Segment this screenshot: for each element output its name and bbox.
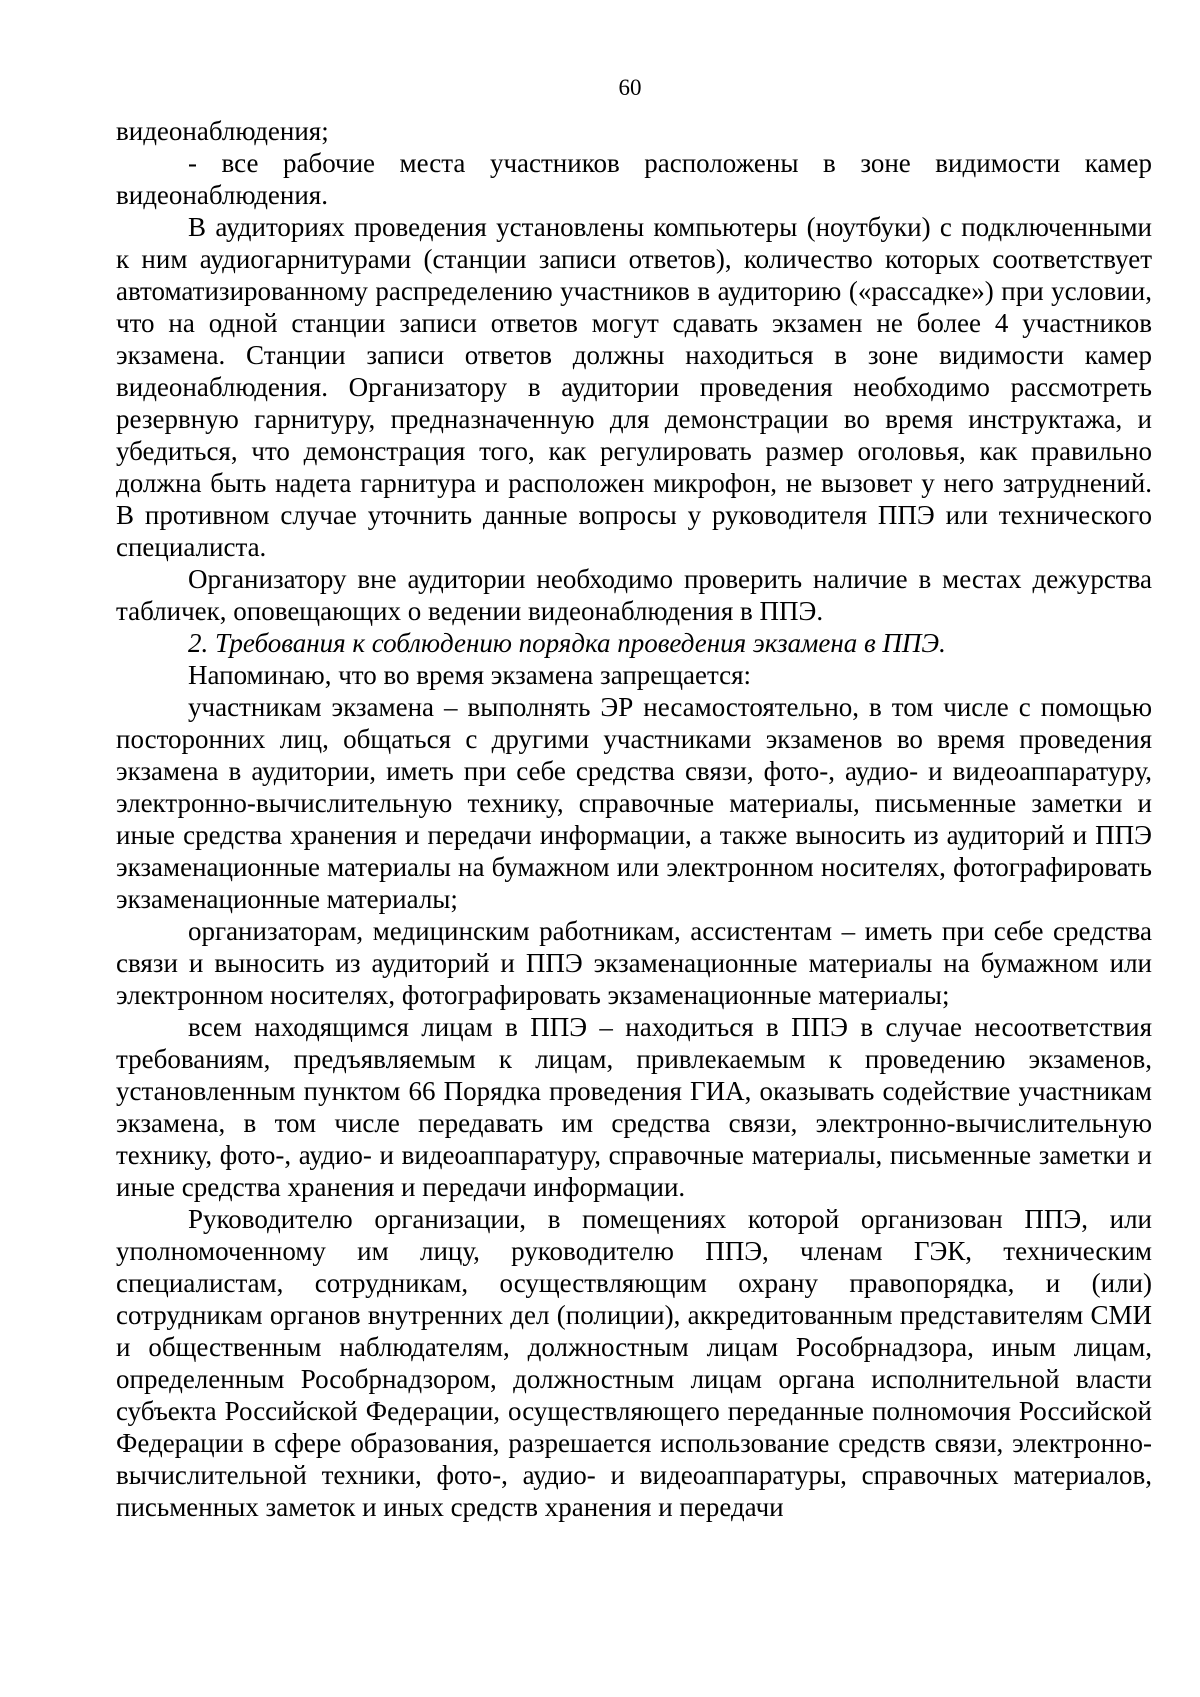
page-number: 60 xyxy=(618,75,642,100)
section-heading: 2. Требования к соблюдению порядка проведения экзамена в ППЭ. xyxy=(188,628,946,658)
document-body xyxy=(116,115,1152,1523)
paragraph-signs-check: Организатору вне аудитории необходимо проверить наличие в местах дежурства табличек, оповещающих о ведении видеонаблюдения в ППЭ. xyxy=(116,564,1152,626)
paragraph-organizers-rules: организаторам, медицинским работникам, ассистентам – иметь при себе средства связи и выносить из аудиторий и ППЭ экзаменационные материалы на бумажном или электронном носителях, фотографировать экзаменационные материалы; xyxy=(116,916,1152,1010)
paragraph-continuation: видеонаблюдения; xyxy=(116,116,329,146)
paragraph-all-persons-rules: всем находящимся лицам в ППЭ – находиться в ППЭ в случае несоответствия требованиям, предъявляемым к лицам, привлекаемым к проведению экзаменов, установленным пунктом 66 Порядка проведения ГИА, оказывать содействие участникам экзамена, в том числе передавать им средства связи, электронно-вычислительную технику, фото-, аудио- и видеоаппаратуру, справочные материалы, письменные заметки и иные средства хранения и передачи информации. xyxy=(116,1012,1152,1202)
paragraph-recording-stations: В аудиториях проведения установлены компьютеры (ноутбуки) с подключенными к ним аудиогарнитурами (станции записи ответов), количество которых соответствует автоматизированному распределению участников в аудиторию («рассадке») при условии, что на одной станции записи ответов могут сдавать экзамен не более 4 участников экзамена. Станции записи ответов должны находиться в зоне видимости камер видеонаблюдения. Организатору в аудитории проведения необходимо рассмотреть резервную гарнитуру, предназначенную для демонстрации во время инструктажа, и убедиться, что демонстрация того, как регулировать размер оголовья, как правильно должна быть надета гарнитура и расположен микрофон, не вызовет у него затруднений. В противном случае уточнить данные вопросы у руководителя ППЭ или технического специалиста. xyxy=(116,212,1152,562)
paragraph-permitted-persons: Руководителю организации, в помещениях которой организован ППЭ, или уполномоченному им лицу, руководителю ППЭ, членам ГЭК, техническим специалистам, сотрудникам, осуществляющим охрану правопорядка, и (или) сотрудникам органов внутренних дел (полиции), аккредитованным представителям СМИ и общественным наблюдателям, должностным лицам Рособрнадзора, иным лицам, определенным Рособрнадзором, должностным лицам органа исполнительной власти субъекта Российской Федерации, осуществляющего переданные полномочия Российской Федерации в сфере образования, разрешается использование средств связи, электронно-вычислительной техники, фото-, аудио- и видеоаппаратуры, справочных материалов, письменных заметок и иных средств хранения и передачи xyxy=(116,1204,1152,1522)
list-item-workplaces: - все рабочие места участников расположены в зоне видимости камер видеонаблюдения. xyxy=(116,148,1152,210)
paragraph-participants-rules: участникам экзамена – выполнять ЭР несамостоятельно, в том числе с помощью посторонних лиц, общаться с другими участниками экзаменов во время проведения экзамена в аудитории, иметь при себе средства связи, фото-, аудио- и видеоаппаратуру, электронно-вычислительную технику, справочные материалы, письменные заметки и иные средства хранения и передачи информации, а также выносить из аудиторий и ППЭ экзаменационные материалы на бумажном или электронном носителях, фотографировать экзаменационные материалы; xyxy=(116,692,1152,914)
paragraph-prohibitions-intro: Напоминаю, что во время экзамена запрещается: xyxy=(188,660,752,690)
